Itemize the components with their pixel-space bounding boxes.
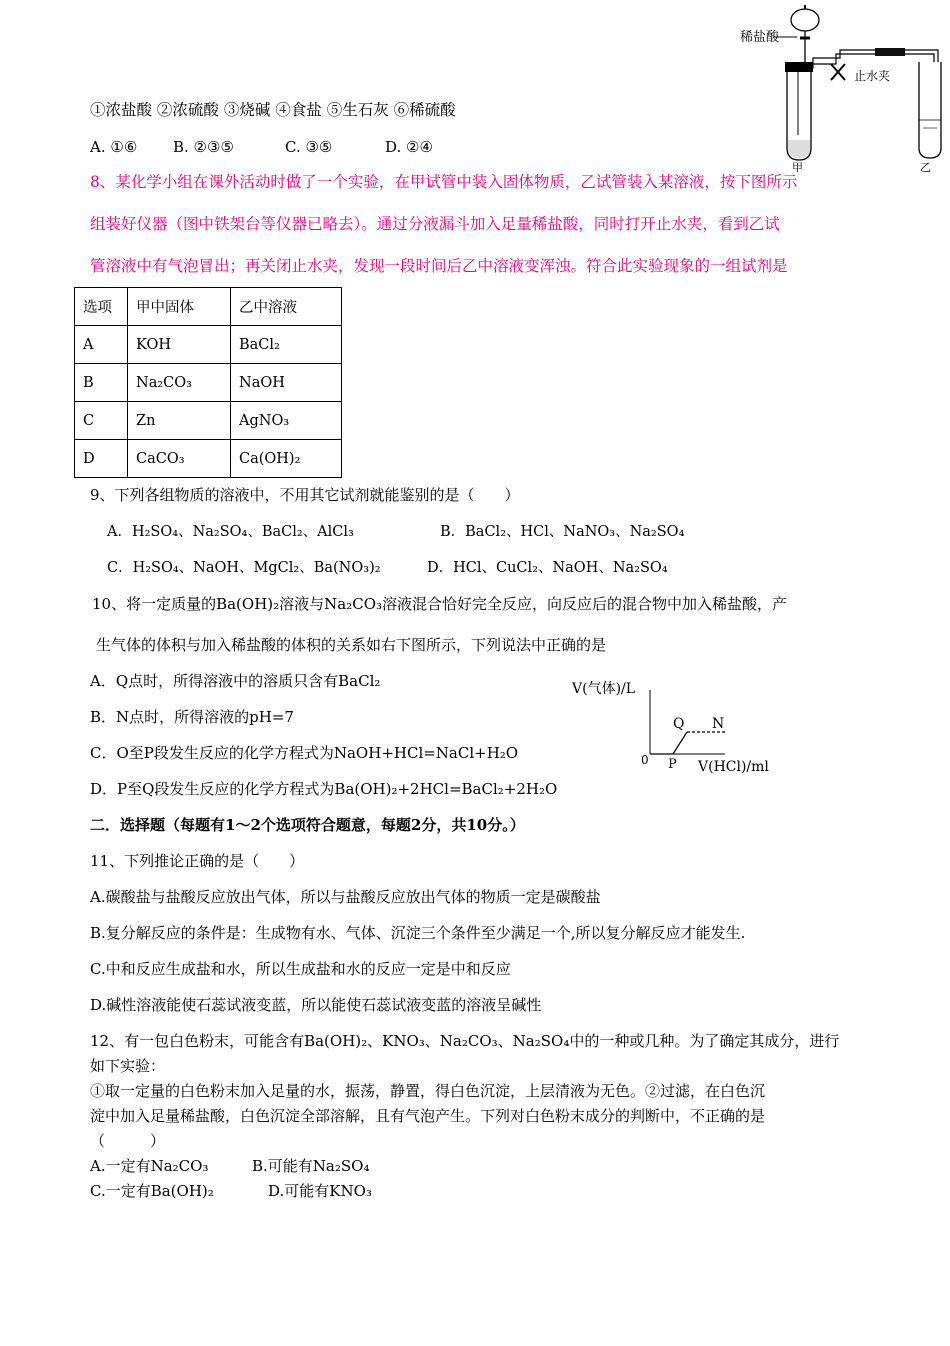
table-header-cell: 选项 bbox=[75, 288, 128, 326]
section2-title: 二．选择题（每题有1～2个选项符合题意，每题2分，共10分。） bbox=[90, 816, 525, 834]
table-cell: Na₂CO₃ bbox=[128, 364, 231, 402]
table-row bbox=[75, 402, 342, 440]
table-cell: Ca(OH)₂ bbox=[231, 440, 342, 478]
tube-jia-label: 甲 bbox=[792, 161, 803, 174]
table-cell: KOH bbox=[128, 326, 231, 364]
table-cell: CaCO₃ bbox=[128, 440, 231, 478]
graph-point-n: N bbox=[712, 716, 725, 732]
table-row bbox=[75, 326, 342, 364]
table-cell: C bbox=[75, 402, 128, 440]
q12-line3: ①取一定量的白色粉末加入足量的水，振荡，静置，得白色沉淀，上层清液为无色。②过滤，在白色沉 bbox=[90, 1082, 766, 1100]
q9-option-d: D．HCl、CuCl₂、NaOH、Na₂SO₄ bbox=[427, 560, 668, 576]
q11-option-a: A.碳酸盐与盐酸反应放出气体，所以与盐酸反应放出气体的物质一定是碳酸盐 bbox=[90, 888, 601, 906]
q7-option-d: D. ②④ bbox=[385, 138, 433, 156]
table-cell: B bbox=[75, 364, 128, 402]
q12-option-c: C.一定有Ba(OH)₂ bbox=[90, 1182, 214, 1200]
table-cell: Zn bbox=[128, 402, 231, 440]
q10-graph bbox=[635, 690, 785, 765]
q10-option-c: C．O至P段发生反应的化学方程式为NaOH+HCl=NaCl+H₂O bbox=[90, 744, 519, 762]
tube-yi-label: 乙 bbox=[920, 161, 931, 174]
graph-point-p: P bbox=[668, 757, 677, 772]
q9-option-b: B．BaCl₂、HCl、NaNO₃、Na₂SO₄ bbox=[440, 524, 685, 540]
table-cell: D bbox=[75, 440, 128, 478]
q9-stem: 9、下列各组物质的溶液中，不用其它试剂就能鉴别的是（ ） bbox=[90, 486, 520, 504]
q8-options-table bbox=[74, 287, 342, 478]
funnel-label: 稀盐酸 bbox=[740, 30, 780, 45]
graph-origin-label: 0 bbox=[641, 753, 649, 767]
q10-option-d: D．P至Q段发生反应的化学方程式为Ba(OH)₂+2HCl=BaCl₂+2H₂O bbox=[90, 780, 558, 798]
table-cell: NaOH bbox=[231, 364, 342, 402]
graph-x-label: V(HCl)/ml bbox=[698, 759, 769, 775]
table-header-cell: 乙中溶液 bbox=[231, 288, 342, 326]
q11-stem: 11、下列推论正确的是（ ） bbox=[90, 852, 305, 870]
q12-line5: （ ） bbox=[90, 1132, 166, 1150]
q11-option-d: D.碱性溶液能使石蕊试液变蓝，所以能使石蕊试液变蓝的溶液呈碱性 bbox=[90, 996, 542, 1014]
q8-line2: 组装好仪器（图中铁架台等仪器已略去）。通过分液漏斗加入足量稀盐酸，同时打开止水夹，看到乙试 bbox=[90, 215, 780, 233]
q7-option-c: C. ③⑤ bbox=[285, 138, 333, 156]
q11-option-c: C.中和反应生成盐和水，所以生成盐和水的反应一定是中和反应 bbox=[90, 960, 511, 978]
tube-yi bbox=[919, 62, 941, 158]
substances-line: ①浓盐酸 ②浓硫酸 ③烧碱 ④食盐 ⑤生石灰 ⑥稀硫酸 bbox=[90, 101, 456, 119]
q7-option-a: A. ①⑥ bbox=[90, 138, 138, 156]
q12-line1: 12、有一包白色粉末，可能含有Ba(OH)₂、KNO₃、Na₂CO₃、Na₂SO₄中的一种或几种。为了确定其成分，进行 bbox=[90, 1032, 840, 1050]
q10-line1: 10、将一定质量的Ba(OH)₂溶液与Na₂CO₃溶液混合恰好完全反应，向反应后的混合物中加入稀盐酸，产 bbox=[92, 595, 788, 613]
water-clamp bbox=[831, 64, 845, 80]
q10-option-b: B．N点时，所得溶液的pH=7 bbox=[90, 708, 294, 726]
q12-line2: 如下实验： bbox=[90, 1057, 166, 1075]
graph-y-label: V(气体)/L bbox=[572, 681, 636, 697]
table-header-cell: 甲中固体 bbox=[128, 288, 231, 326]
curve-pq bbox=[673, 732, 687, 754]
table-row bbox=[75, 364, 342, 402]
table-cell: AgNO₃ bbox=[231, 402, 342, 440]
q12-line4: 淀中加入足量稀盐酸，白色沉淀全部溶解，且有气泡产生。下列对白色粉末成分的判断中，不正确的是 bbox=[90, 1107, 766, 1125]
funnel-bulb bbox=[791, 9, 819, 31]
graph-point-q: Q bbox=[673, 716, 685, 732]
q7-option-b: B. ②③⑤ bbox=[173, 138, 234, 156]
apparatus-figure bbox=[705, 0, 950, 175]
q8-line3: 管溶液中有气泡冒出；再关闭止水夹，发现一段时间后乙中溶液变浑浊。符合此实验现象的一组试剂是 bbox=[90, 257, 788, 275]
q9-option-a: A．H₂SO₄、Na₂SO₄、BaCl₂、AlCl₃ bbox=[107, 524, 354, 540]
q11-option-b: B.复分解反应的条件是：生成物有水、气体、沉淀三个条件至少满足一个,所以复分解反应才能发生. bbox=[90, 924, 746, 942]
table-row bbox=[75, 440, 342, 478]
table-cell: BaCl₂ bbox=[231, 326, 342, 364]
table-cell: A bbox=[75, 326, 128, 364]
q12-option-b: B.可能有Na₂SO₄ bbox=[252, 1157, 370, 1175]
q8-line1: 8、某化学小组在课外活动时做了一个实验，在甲试管中装入固体物质，乙试管装入某溶液，按下图所示 bbox=[90, 173, 798, 191]
q10-option-a: A．Q点时，所得溶液中的溶质只含有BaCl₂ bbox=[90, 672, 381, 690]
q12-option-d: D.可能有KNO₃ bbox=[268, 1182, 372, 1200]
q10-line2: 生气体的体积与加入稀盐酸的体积的关系如右下图所示，下列说法中正确的是 bbox=[96, 636, 607, 654]
q12-option-a: A.一定有Na₂CO₃ bbox=[90, 1157, 209, 1175]
table-header-row bbox=[75, 288, 342, 326]
clamp-label: 止水夹 bbox=[854, 69, 891, 83]
q9-option-c: C．H₂SO₄、NaOH、MgCl₂、Ba(NO₃)₂ bbox=[107, 560, 381, 576]
